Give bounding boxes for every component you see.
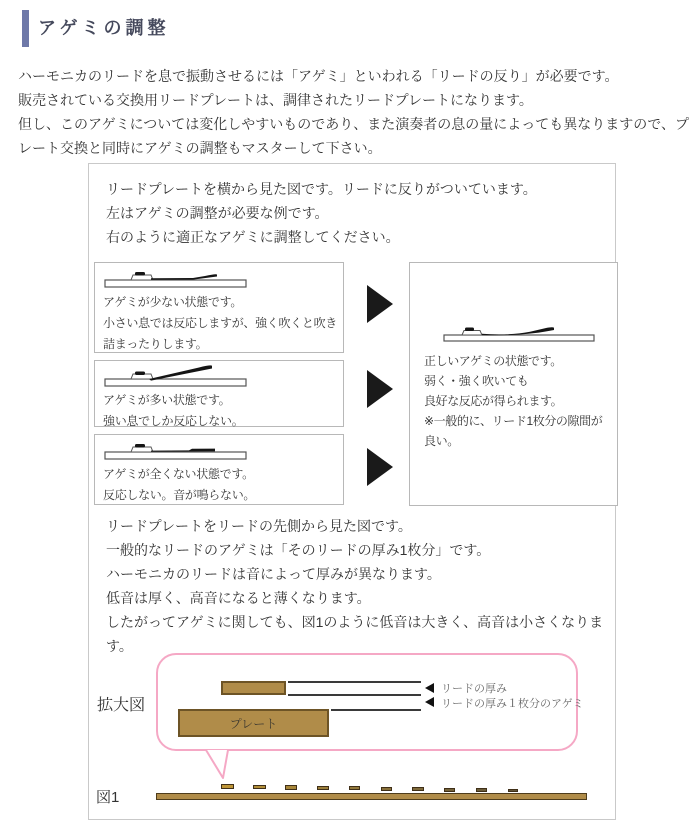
figure1-reed: [253, 785, 266, 790]
enlarged-reed-rect: [221, 681, 286, 695]
figure1-reed: [349, 786, 361, 790]
correct-agemi-text: [424, 351, 610, 451]
plate-top-guide-line: [331, 709, 421, 711]
reed-side-view-low-agemi-diagram: [95, 263, 345, 293]
state-box-high-agemi-text: [103, 390, 341, 432]
figure1-label: 図1: [96, 789, 120, 806]
intro-paragraph: [18, 64, 690, 160]
enlarged-view-label: 拡大図: [97, 697, 146, 714]
text-line: ハーモニカのリードを息で振動させるには「アゲミ」といわれる「リードの反り」が必要です。: [18, 68, 619, 84]
agemi-gap-label: リードの厚み１枚分のアゲミ: [441, 698, 584, 710]
figure1-reed: [221, 784, 234, 789]
figure1-reed: [412, 787, 423, 791]
text-line: リードプレートをリードの先側から見た図です。: [106, 518, 412, 534]
left-arrow-icon: [425, 683, 434, 693]
text-line: 右のように適正なアゲミに調整してください。: [106, 229, 400, 245]
figure1-reed: [317, 786, 329, 790]
text-line: したがってアゲミに関しても、図1のように低音は大きく、高音は小さくなります。: [106, 614, 604, 654]
text-line: 良好な反応が得られます。: [424, 394, 563, 408]
text-line: アゲミが全くない状態です。: [103, 467, 254, 481]
text-line: ※一般的に、リード1枚分の隙間が良い。: [424, 414, 603, 448]
text-line: 弱く・強く吹いても: [424, 374, 529, 388]
text-line: 正しいアゲミの状態です。: [424, 354, 562, 368]
right-arrow-icon: [367, 370, 393, 408]
text-line: 販売されている交換用リードプレートは、調律されたリードプレートになります。: [18, 92, 533, 108]
text-line: アゲミが多い状態です。: [103, 393, 231, 407]
reed-side-view-high-agemi-diagram: [95, 361, 345, 389]
page-title: アゲミの調整: [38, 18, 170, 38]
text-line: 強い息でしか反応しない。: [103, 414, 244, 428]
figure1-reed: [285, 785, 297, 790]
right-arrow-icon: [367, 448, 393, 486]
right-arrow-icon: [367, 285, 393, 323]
reed-side-view-correct-agemi-diagram: [440, 319, 600, 345]
state-box-no-agemi: [94, 434, 344, 505]
figure1-reed: [476, 788, 487, 792]
figure1-reed: [444, 788, 455, 792]
left-arrow-icon: [425, 697, 434, 707]
text-line: 但し、このアゲミについては変化しやすいものであり、また演奏者の息の量によっても異なりますので、プレート交換と同時にアゲミの調整もマスターして下さい。: [18, 116, 690, 156]
text-line: 左はアゲミの調整が必要な例です。: [106, 205, 329, 221]
panel-mid-text: [106, 514, 615, 658]
text-line: リードプレートを横から見た図です。リードに反りがついています。: [106, 181, 537, 197]
state-box-no-agemi-text: [103, 464, 341, 506]
text-line: 一般的なリードのアゲミは「そのリードの厚み1枚分」です。: [106, 542, 491, 558]
figure1-reed: [381, 787, 393, 791]
text-line: 低音は厚く、高音になると薄くなります。: [106, 590, 371, 606]
reed-thickness-label: リードの厚み: [441, 683, 507, 695]
reed-side-view-no-agemi-diagram: [95, 435, 345, 465]
state-box-low-agemi: [94, 262, 344, 353]
panel-intro-text: [106, 177, 537, 249]
text-line: 反応しない。音が鳴らない。: [103, 488, 256, 502]
text-line: アゲミが少ない状態です。: [103, 295, 243, 309]
main-panel: [88, 163, 616, 820]
figure1-reed: [508, 789, 518, 792]
bubble-tail: [189, 739, 249, 789]
text-line: 小さい息では反応しますが、強く吹くと吹き詰まったりします。: [103, 316, 338, 351]
reed-bottom-guide-line: [288, 694, 421, 696]
plate-label: プレート: [229, 716, 278, 731]
state-box-high-agemi: [94, 360, 344, 427]
figure1-plate-bar: [156, 793, 587, 800]
enlarged-plate-rect: [178, 709, 329, 737]
reed-top-guide-line: [288, 681, 421, 683]
text-line: ハーモニカのリードは音によって厚みが異なります。: [106, 566, 441, 582]
title-accent-bar: [22, 10, 29, 47]
correct-agemi-box: [409, 262, 618, 506]
state-box-low-agemi-text: [103, 292, 341, 355]
